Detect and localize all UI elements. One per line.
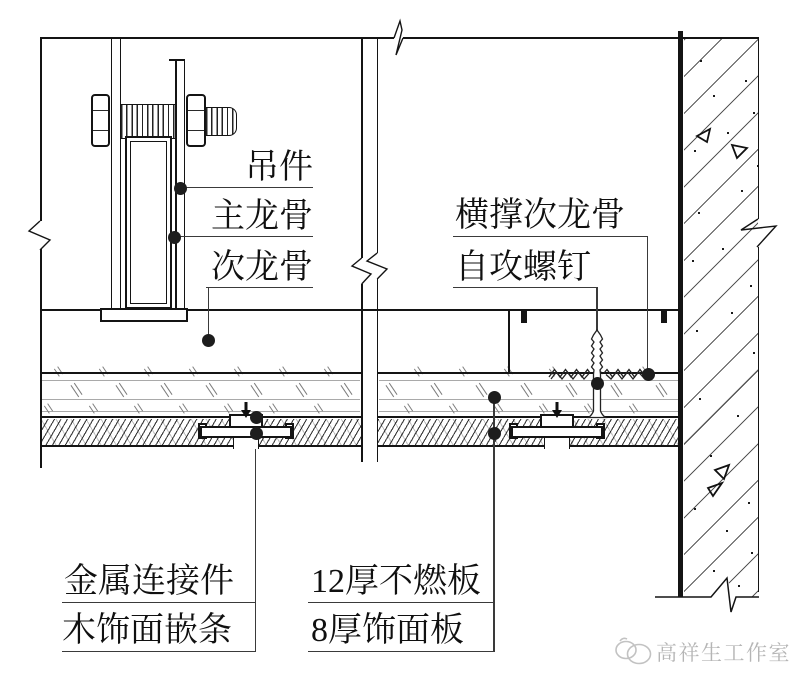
leader-main-keel (176, 236, 313, 237)
wall-edge-line (758, 38, 759, 219)
leader-dot-cross-keel (642, 368, 655, 381)
hanger-rod-line (111, 38, 113, 308)
board-texture-line (42, 399, 360, 400)
leader-dot-board12 (488, 391, 501, 404)
aggregate-dot (710, 455, 712, 457)
wood-strip-slot (544, 438, 570, 449)
metal-connector-plate (200, 426, 292, 438)
grain-tick (476, 383, 488, 397)
wood-strip-slot (233, 438, 259, 449)
leader-dot-veneer8 (488, 427, 501, 440)
grain-tick (206, 383, 218, 397)
grain-tick (269, 403, 278, 413)
leader-secondary-keel-drop (208, 287, 209, 340)
ceiling-face-line (378, 445, 681, 448)
board12-top-line (40, 372, 361, 375)
aggregate-dot (750, 285, 752, 287)
leader-veneer8 (308, 651, 494, 652)
board-texture-line (379, 399, 679, 400)
grain-tick (134, 403, 143, 413)
nut-chamfer (188, 130, 204, 131)
hanger-bottom-clip (100, 308, 188, 322)
break-symbol (367, 253, 387, 279)
leader-dot-screw (591, 377, 604, 390)
aggregate-dot (745, 80, 747, 82)
leader-secondary-keel (206, 287, 313, 288)
aggregate-dot (753, 352, 755, 354)
leader-dot-metal-connector (250, 411, 263, 424)
bolt-thread-end (206, 107, 237, 136)
leader-board12 (308, 602, 494, 603)
studio-logo-icon (616, 638, 651, 663)
slab-line (40, 37, 394, 39)
metal-connector-plate (511, 426, 603, 438)
hex-nut (186, 94, 206, 147)
grain-tick (89, 403, 98, 413)
grain-tick (521, 383, 533, 397)
wall-face-line (678, 31, 683, 597)
ceiling-face-line (40, 445, 361, 448)
aggregate-dot (726, 530, 728, 532)
wall-edge-line (758, 247, 759, 592)
grain-tick (296, 383, 308, 397)
board12-top-line (378, 372, 681, 375)
keel-hook-tab (661, 311, 668, 323)
aggregate-dot (731, 312, 733, 314)
aggregate-dot (713, 570, 715, 572)
break-line (377, 279, 379, 462)
board-texture-line (42, 411, 360, 412)
leader-hanger (184, 187, 313, 188)
break-symbol (394, 21, 403, 55)
label-hanger: 吊件 (245, 149, 313, 186)
nut-chamfer (93, 110, 108, 111)
break-line (377, 38, 379, 253)
grain-tick (404, 403, 413, 413)
grain-tick (584, 403, 593, 413)
grain-tick (251, 383, 263, 397)
grain-tick (44, 403, 53, 413)
grain-tick (656, 383, 668, 397)
leader-left-drop (255, 417, 256, 652)
concrete-wall-hatch (684, 39, 758, 597)
label-main-keel: 主龙骨 (211, 198, 313, 235)
aggregate-dot (722, 248, 724, 250)
aggregate-dot (751, 552, 753, 554)
aggregate-dot (727, 132, 729, 134)
grain-tick (566, 383, 578, 397)
aggregate-dot (692, 260, 694, 262)
grain-tick (629, 403, 638, 413)
aggregate-dot (738, 585, 740, 587)
leader-metal-connector (62, 602, 256, 603)
grain-tick (386, 383, 398, 397)
label-board12: 12厚不燃板 (311, 563, 481, 600)
leader-cross-keel-drop (647, 236, 648, 374)
grain-tick (611, 383, 623, 397)
leader-screw (453, 287, 597, 288)
nut-chamfer (188, 110, 204, 111)
grain-tick (161, 383, 173, 397)
break-symbol (352, 258, 371, 284)
break-line (361, 38, 363, 258)
label-wood-veneer-strip: 木饰面嵌条 (62, 612, 232, 649)
aggregate-dot (713, 95, 715, 97)
label-veneer8: 8厚饰面板 (311, 612, 464, 649)
aggregate-dot (699, 398, 701, 400)
break-symbol (29, 221, 50, 250)
grain-tick (431, 383, 443, 397)
aggregate-dot (694, 508, 696, 510)
aggregate-dot (741, 190, 743, 192)
leader-dot-secondary-keel (202, 334, 215, 347)
label-self-tapping-screw: 自攻螺钉 (455, 249, 591, 286)
leader-wood-strip (62, 651, 256, 652)
nut-chamfer (93, 130, 108, 131)
board-joint-line (378, 416, 681, 418)
label-metal-connector: 金属连接件 (64, 563, 234, 600)
aggregate-dot (748, 502, 750, 504)
grain-tick (539, 403, 548, 413)
aggregate-dot (694, 150, 696, 152)
aggregate-dot (700, 60, 702, 62)
bolt-thread (121, 104, 176, 139)
cross-keel-web (508, 310, 510, 373)
studio-watermark: 高祥生工作室 (656, 641, 791, 665)
aggregate-dot (698, 212, 700, 214)
label-cross-brace-keel: 横撑次龙骨 (455, 197, 625, 234)
leader-screw-drop (596, 287, 597, 332)
left-edge-line (40, 37, 42, 221)
grain-tick (341, 383, 353, 397)
board-texture-line (42, 380, 360, 381)
aggregate-dot (753, 112, 755, 114)
grain-tick (314, 403, 323, 413)
left-edge-line (40, 249, 42, 468)
grain-tick (71, 383, 83, 397)
hex-nut (91, 94, 110, 147)
aggregate-dot (696, 330, 698, 332)
grain-tick (449, 403, 458, 413)
leader-dot-wood-strip (250, 427, 263, 440)
slab-line (403, 37, 759, 39)
grain-tick (179, 403, 188, 413)
aggregate-dot (737, 415, 739, 417)
board-joint-line (40, 416, 361, 418)
grain-tick (116, 383, 128, 397)
grain-tick (224, 403, 233, 413)
leader-cross-keel (453, 236, 648, 237)
hanger-rod-line (120, 38, 122, 308)
break-line (361, 284, 363, 462)
label-secondary-keel: 次龙骨 (211, 249, 313, 286)
board-texture-line (379, 380, 679, 381)
grain-tick (494, 403, 503, 413)
keel-hook-tab (521, 311, 528, 323)
